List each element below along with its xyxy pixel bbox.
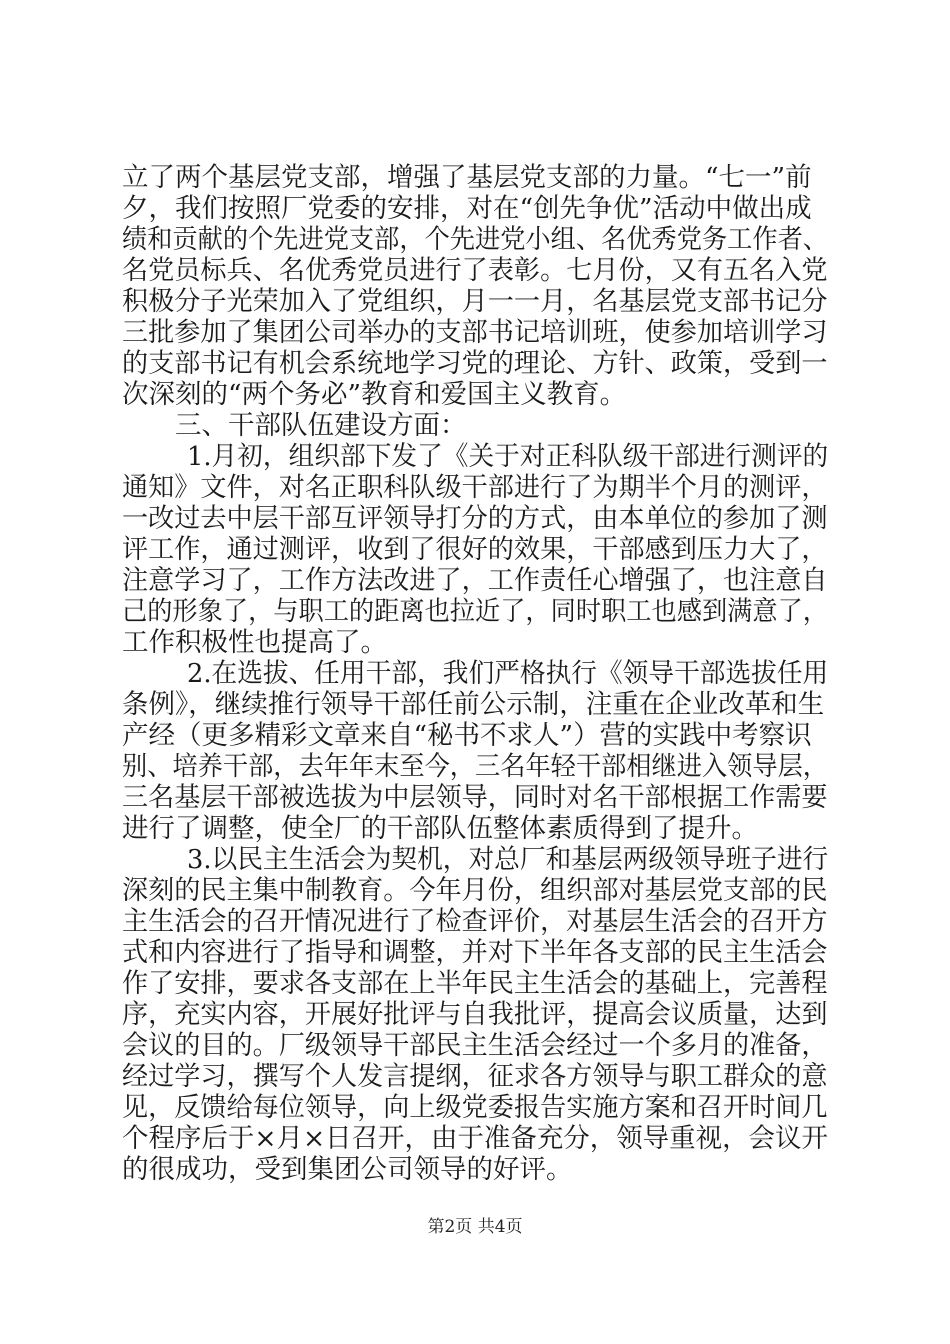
body-text-line: 次深刻的“两个务必”教育和爱国主义教育。 (122, 379, 627, 410)
body-text-line: 经过学习，撰写个人发言提纲，征求各方领导与职工群众的意 (122, 1061, 828, 1092)
body-text-line: 评工作，通过测评，收到了很好的效果，干部感到压力大了， (122, 534, 828, 565)
body-text-line: 的很成功，受到集团公司领导的好评。 (122, 1154, 573, 1185)
body-text-line: 名党员标兵、名优秀党员进行了表彰。七月份，又有五名入党 (122, 255, 828, 286)
body-text-line: 通知》文件，对名正职科队级干部进行了为期半个月的测评， (122, 472, 828, 503)
body-text-line: 进行了调整，使全厂的干部队伍整体素质得到了提升。 (122, 813, 758, 844)
body-text-line: 一改过去中层干部互评领导打分的方式，由本单位的参加了测 (122, 503, 828, 534)
body-text-line: 工作积极性也提高了。 (122, 627, 387, 658)
body-text-line: 别、培养干部，去年年末至今，三名年轻干部相继进入领导层， (122, 751, 829, 782)
body-text-line: 条例》，继续推行领导干部任前公示制，注重在企业改革和生 (122, 689, 825, 720)
body-text-line: 的支部书记有机会系统地学习党的理论、方针、政策，受到一 (122, 348, 828, 379)
body-text-line: 2.在选拔、任用干部，我们严格执行《领导干部选拔任用 (187, 658, 829, 689)
body-text-line: 3.以民主生活会为契机，对总厂和基层两级领导班子进行 (187, 844, 829, 875)
body-text-line: 绩和贡献的个先进党支部，个先进党小组、名优秀党务工作者、 (122, 224, 829, 255)
body-text-line: 个程序后于×月×日召开，由于准备充分，领导重视，会议开 (122, 1123, 828, 1154)
body-text-line: 作了安排，要求各支部在上半年民主生活会的基础上，完善程 (122, 968, 828, 999)
body-text-line: 产经（更多精彩文章来自“秘书不求人”）营的实践中考察识 (122, 720, 812, 751)
page-number-footer: 第2页 共4页 (427, 1217, 523, 1237)
body-text-line: 夕，我们按照厂党委的安排，对在“创先争优”活动中做出成 (122, 193, 812, 224)
body-text-line: 式和内容进行了指导和调整，并对下半年各支部的民主生活会 (122, 937, 828, 968)
body-text-line: 深刻的民主集中制教育。今年月份，组织部对基层党支部的民 (122, 875, 828, 906)
body-text-line: 立了两个基层党支部，增强了基层党支部的力量。“七一”前 (122, 162, 812, 193)
body-text-line: 三批参加了集团公司举办的支部书记培训班，使参加培训学习 (122, 317, 828, 348)
body-text-line: 见，反馈给每位领导，向上级党委报告实施方案和召开时间几 (122, 1092, 828, 1123)
body-text-line: 会议的目的。厂级领导干部民主生活会经过一个多月的准备， (122, 1030, 828, 1061)
section-heading: 三、干部队伍建设方面： (175, 410, 467, 441)
body-text-line: 序，充实内容，开展好批评与自我批评，提高会议质量，达到 (122, 999, 828, 1030)
body-text-line: 积极分子光荣加入了党组织，月一一月，名基层党支部书记分 (122, 286, 828, 317)
body-text-line: 1.月初，组织部下发了《关于对正科队级干部进行测评的 (187, 441, 829, 472)
body-text-line: 己的形象了，与职工的距离也拉近了，同时职工也感到满意了， (122, 596, 829, 627)
body-text-line: 注意学习了，工作方法改进了，工作责任心增强了，也注意自 (122, 565, 828, 596)
body-text-line: 三名基层干部被选拔为中层领导，同时对名干部根据工作需要 (122, 782, 828, 813)
body-text-line: 主生活会的召开情况进行了检查评价，对基层生活会的召开方 (122, 906, 828, 937)
